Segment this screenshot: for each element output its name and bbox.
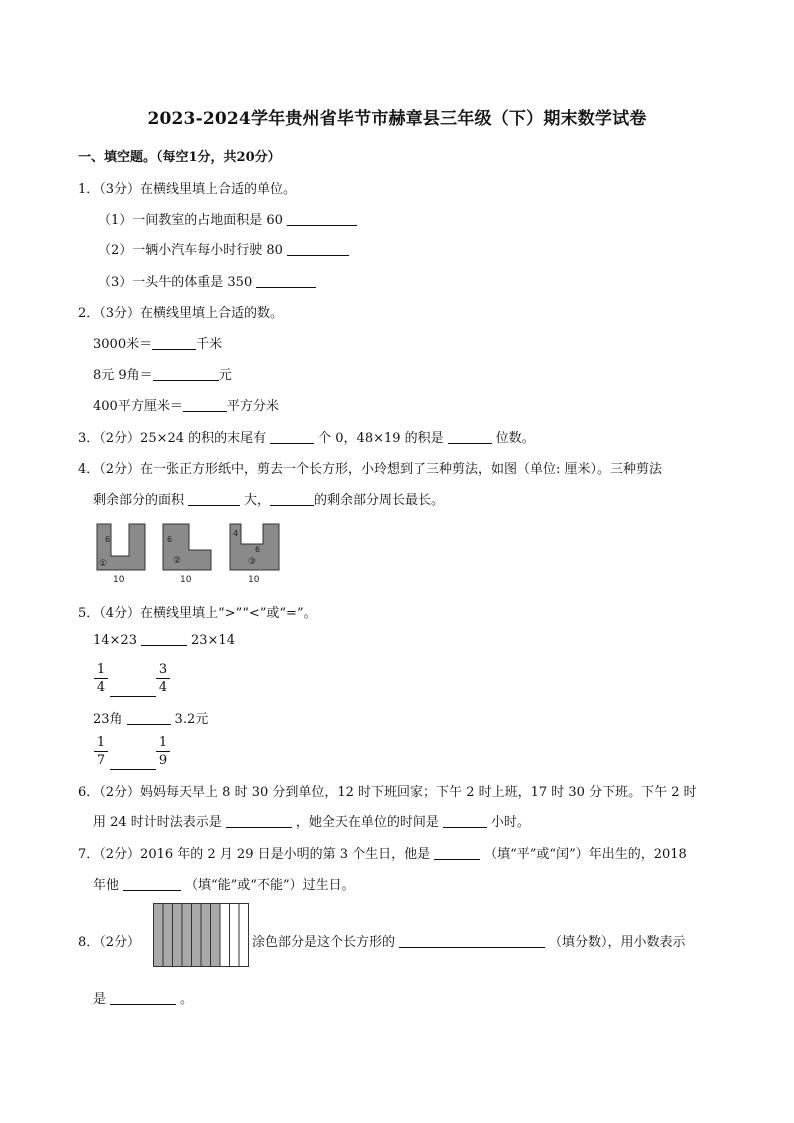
q5-b-right-fraction — [156, 661, 170, 696]
shaded-strip — [163, 904, 173, 967]
q8-pre: 涂色部分是这个长方形的 — [252, 935, 396, 950]
q3-blank-1[interactable] — [270, 431, 314, 444]
q2-a-blank[interactable] — [152, 337, 196, 350]
q1-b-text: （2）一辆小汽车每小时行驶 80 — [98, 243, 283, 258]
fig3-inner-label: 6 — [255, 545, 261, 554]
fig2-side-label: 6 — [167, 535, 173, 544]
q8-label: 8．（2分） — [78, 935, 141, 950]
q1-a-text: （1）一间教室的占地面积是 60 — [98, 213, 283, 228]
q4-pre: 剩余部分的面积 — [93, 493, 185, 508]
q5-a-pre: 14×23 — [93, 633, 137, 648]
q2-item-b — [93, 364, 232, 383]
q1-a-blank[interactable] — [287, 213, 357, 226]
q8-post: （填分数），用小数表示 — [549, 935, 686, 950]
q3-post: 位数。 — [495, 431, 535, 446]
q5-c-blank[interactable] — [127, 712, 171, 725]
q5-d-left-fraction — [94, 734, 108, 769]
q4-line1: 4．（2分）在一张正方形纸中，剪去一个长方形，小玲想到了三种剪法，如图（单位: 厘米）。三种剪法 — [78, 462, 663, 477]
q2-a-post: 千米 — [196, 337, 223, 352]
q4-blank-2[interactable] — [270, 493, 314, 506]
q5-a-post: 23×14 — [190, 633, 235, 648]
section-heading: 一、填空题。（每空1分，共20分） — [78, 150, 281, 165]
q5-c-pre: 23角 — [93, 712, 123, 727]
q5-b-right-num: 3 — [158, 662, 168, 677]
shaded-strip — [173, 904, 183, 967]
q5-b-right-den: 4 — [156, 678, 170, 696]
q4-figures — [95, 522, 295, 586]
q2-b-post: 元 — [218, 368, 232, 383]
fig1-side-label: 6 — [105, 535, 111, 544]
shaded-strip — [154, 904, 164, 967]
q7-pre: 7．（2分）2016 年的 2 月 29 日是小明的第 3 个生日，他是 — [78, 847, 431, 862]
q8-blank-2[interactable] — [110, 992, 176, 1005]
fig2-bottom-label: 10 — [180, 575, 192, 585]
q3-pre: 3．（2分）25×24 的积的末尾有 — [78, 431, 267, 446]
q8-line2 — [93, 988, 193, 1007]
shaded-strip — [201, 904, 211, 967]
q1-stem: 1．（3分）在横线里填上合适的单位。 — [78, 182, 297, 197]
q5-d-right-den: 9 — [156, 751, 170, 769]
q1-c-text: （3）一头牛的体重是 350 — [98, 275, 253, 290]
q8-rectangle-figure — [153, 903, 249, 967]
q8-line2-pre: 是 — [93, 992, 107, 1007]
q2-item-c — [93, 395, 279, 414]
q7-line1 — [78, 843, 687, 862]
q5-item-c — [93, 708, 208, 727]
q6-line2 — [93, 811, 530, 830]
q6-line1: 6．（2分）妈妈每天早上 8 时 30 分到单位，12 时下班回家；下午 2 时上班，17 时 30 分下班。下午 2 时 — [78, 785, 697, 800]
q2-stem: 2．（3分）在横线里填上合适的数。 — [78, 306, 284, 321]
q2-c-post: 平方分米 — [226, 399, 279, 414]
shaded-strip — [192, 904, 202, 967]
cut-figure-2 — [163, 524, 211, 585]
q6-blank-1[interactable] — [226, 815, 292, 828]
fig2-number: ② — [173, 556, 182, 566]
q5-item-a — [93, 633, 235, 648]
q6-blank-2[interactable] — [443, 815, 487, 828]
q4-post: 的剩余部分周长最长。 — [314, 493, 445, 508]
q4-mid: 大， — [244, 493, 271, 508]
fig3-number: ③ — [248, 557, 257, 567]
q6-mid: ，她全天在单位的时间是 — [295, 815, 439, 830]
page-title: 2023-2024学年贵州省毕节市赫章县三年级（下）期末数学试卷 — [147, 109, 647, 129]
q2-item-a — [93, 333, 222, 352]
q7-blank-2[interactable] — [123, 878, 181, 891]
fig3-side-label: 4 — [233, 529, 239, 538]
q1-item-b — [98, 239, 353, 258]
shaded-strip — [211, 904, 221, 967]
q5-d-right-fraction — [156, 734, 170, 769]
q1-item-a — [98, 209, 361, 228]
q6-post: 小时。 — [490, 815, 530, 830]
q3-mid: 个 0，48×19 的积是 — [318, 431, 444, 446]
q5-d-left-den: 7 — [94, 751, 108, 769]
q5-b-left-num: 1 — [96, 662, 106, 677]
fig3-bottom-label: 10 — [248, 575, 260, 585]
fig1-bottom-label: 10 — [113, 575, 125, 585]
q5-d-right-num: 1 — [158, 735, 168, 750]
q8-line2-post: 。 — [180, 992, 194, 1007]
fig1-number: ① — [99, 559, 108, 569]
q5-b-left-fraction — [94, 661, 108, 696]
q5-b-left-den: 4 — [94, 678, 108, 696]
q7-post: （填“平”或“闰”）年出生的，2018 — [484, 847, 687, 862]
q8-text — [252, 931, 686, 950]
q5-d-blank[interactable] — [110, 768, 156, 770]
q7-line2-post: （填“能”或“不能”）过生日。 — [185, 878, 355, 893]
q7-line2-pre: 年他 — [93, 878, 120, 893]
q2-c-blank[interactable] — [183, 399, 227, 412]
unshaded-strip — [230, 904, 240, 967]
q8-blank-1[interactable] — [399, 935, 545, 948]
q1-item-c — [98, 271, 320, 290]
q5-b-blank[interactable] — [110, 695, 156, 697]
q1-b-blank[interactable] — [287, 243, 349, 256]
q6-pre: 用 24 时计时法表示是 — [93, 815, 222, 830]
q5-d-left-num: 1 — [96, 735, 106, 750]
cut-figure-3 — [230, 524, 279, 585]
q2-a-pre: 3000米＝ — [93, 337, 153, 352]
q5-c-post: 3.2元 — [174, 712, 209, 727]
q2-c-pre: 400平方厘米＝ — [93, 399, 183, 414]
q2-b-blank[interactable] — [153, 368, 219, 381]
q4-line2 — [93, 489, 444, 508]
unshaded-strip — [239, 904, 249, 967]
q7-blank-1[interactable] — [434, 847, 480, 860]
q7-line2 — [93, 874, 355, 893]
q3-blank-2[interactable] — [448, 431, 492, 444]
q2-b-pre: 8元 9角＝ — [93, 368, 153, 383]
q5-a-blank[interactable] — [141, 633, 187, 646]
cut-figure-1 — [97, 524, 145, 585]
unshaded-strip — [220, 904, 230, 967]
q4-blank-1[interactable] — [188, 493, 240, 506]
shaded-strip — [182, 904, 192, 967]
q1-c-blank[interactable] — [256, 275, 316, 288]
q5-stem: 5．（4分）在横线里填上“>”“<”或“=”。 — [78, 606, 317, 621]
q3 — [78, 427, 535, 446]
